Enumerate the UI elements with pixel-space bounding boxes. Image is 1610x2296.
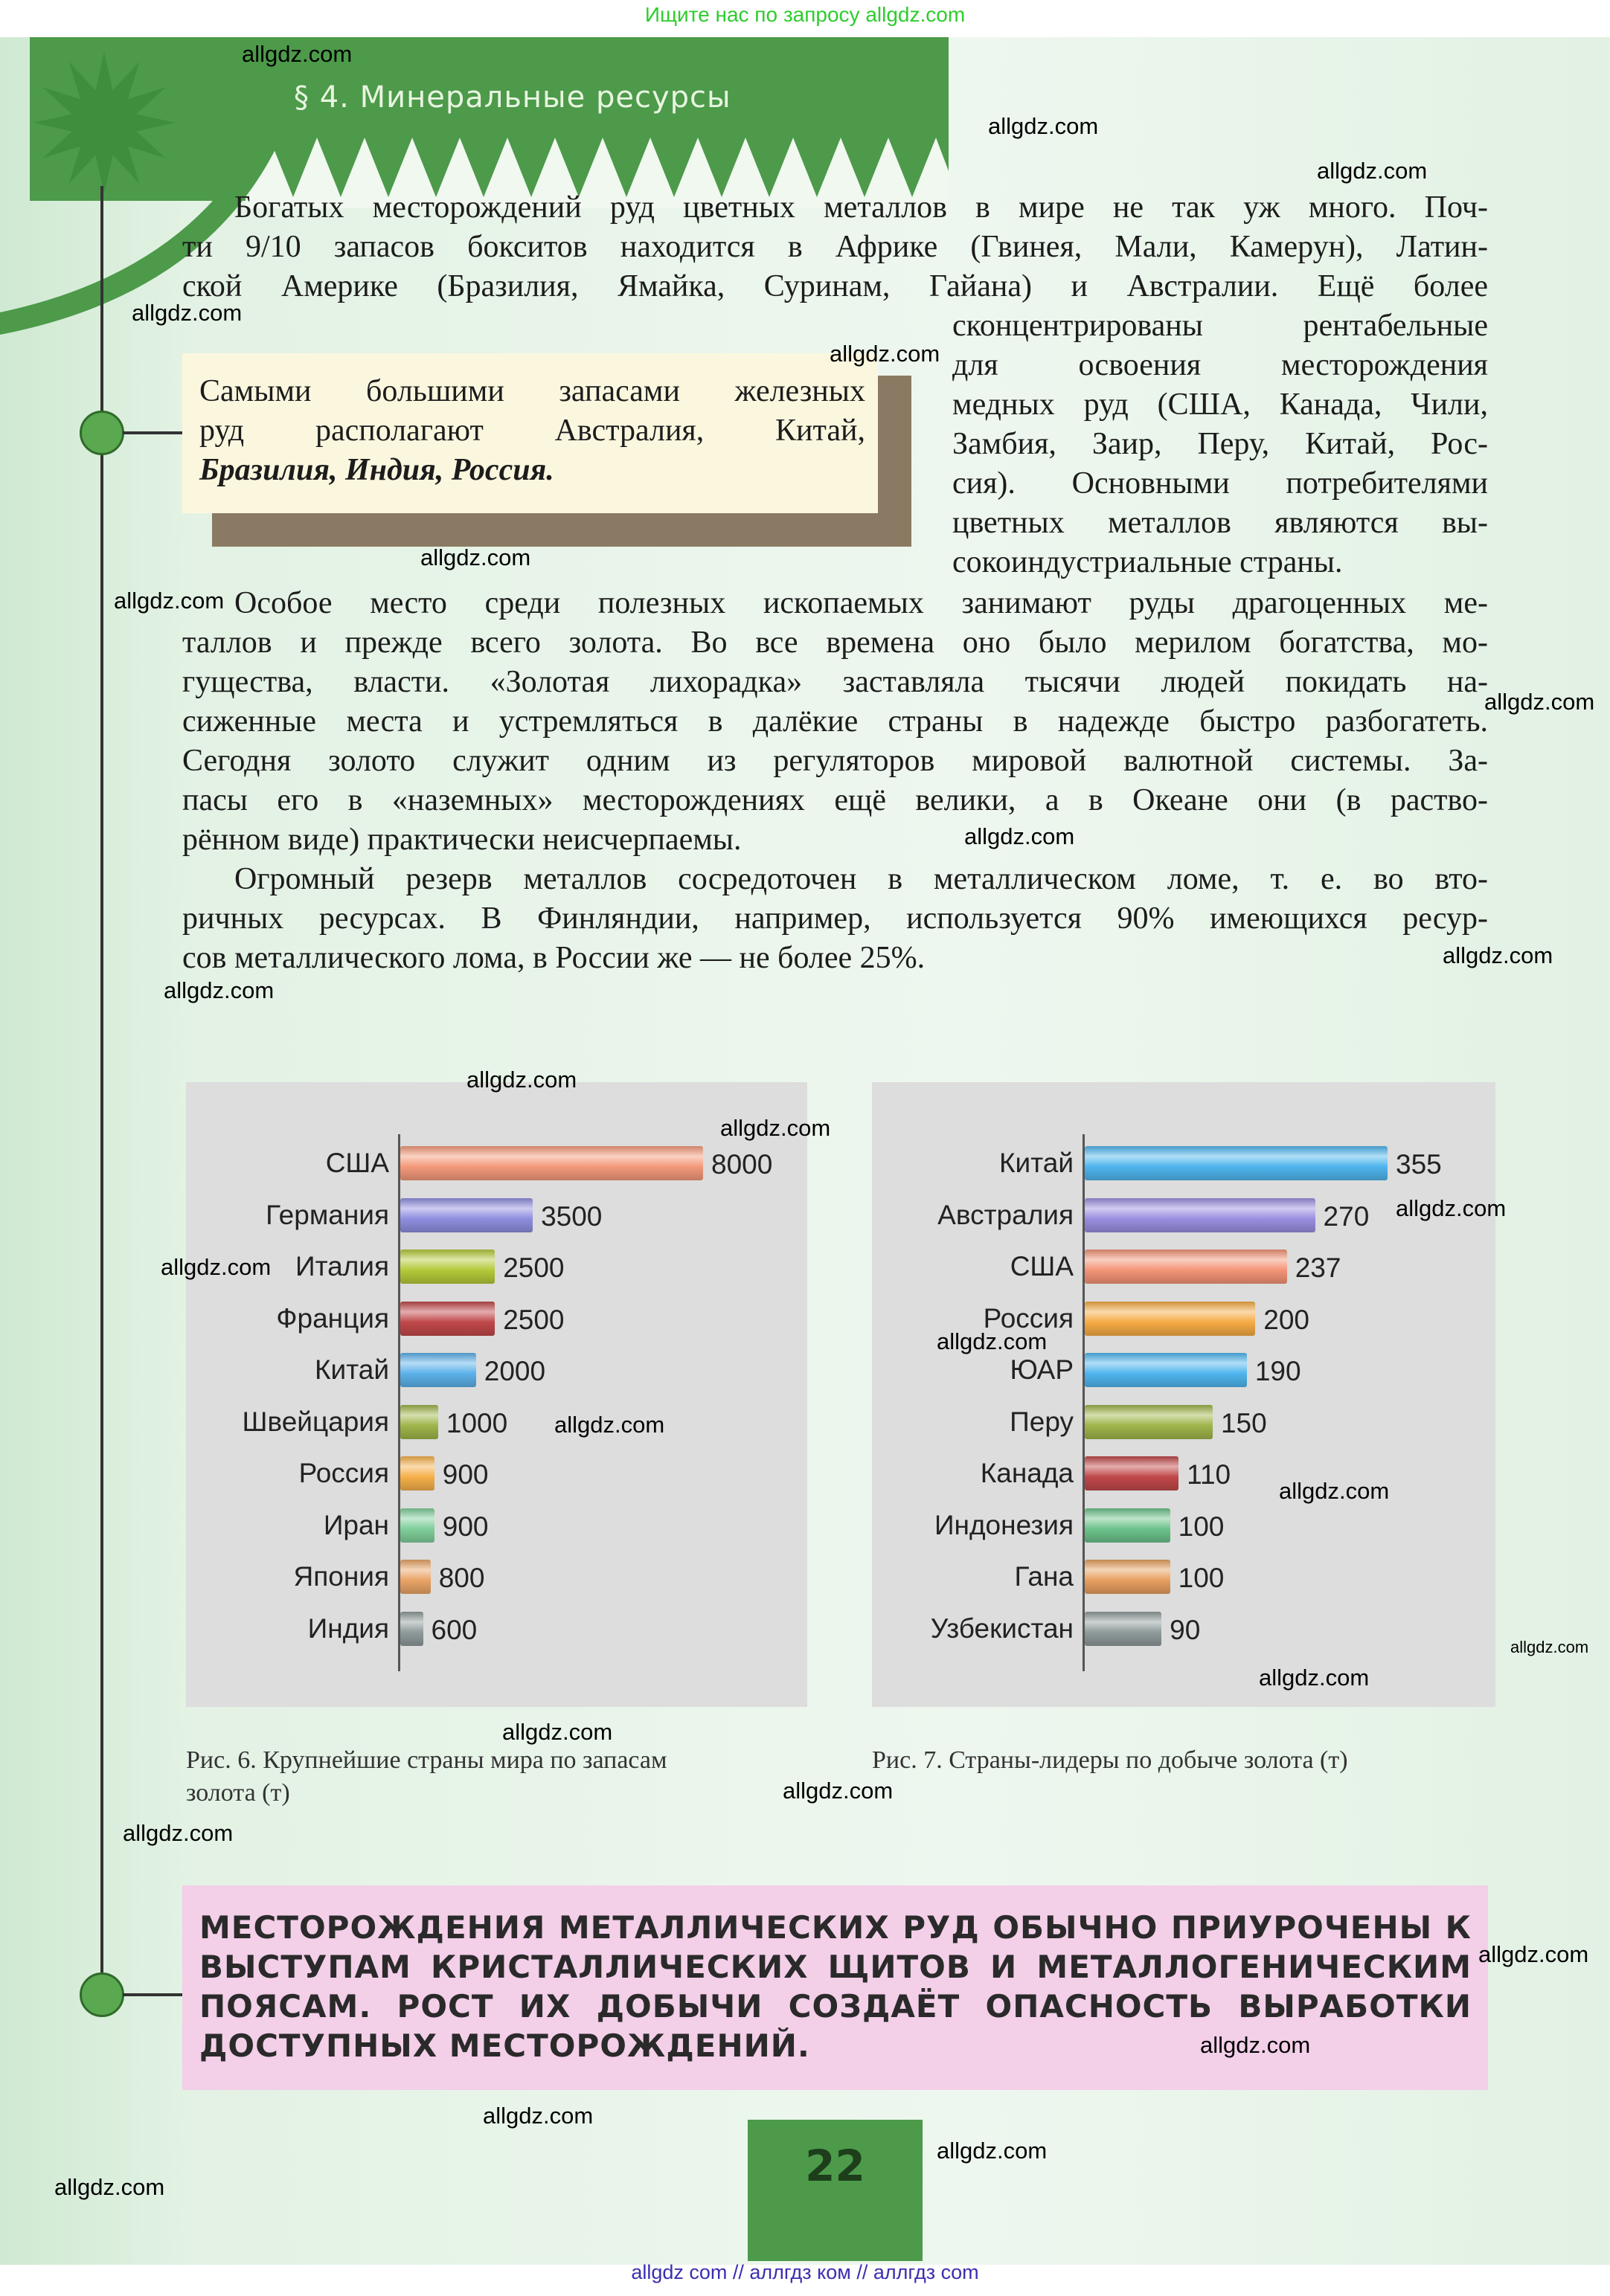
category-label: Узбекистан bbox=[930, 1612, 1074, 1644]
conclusion-line: ДОСТУПНЫХ МЕСТОРОЖДЕНИЙ. bbox=[199, 2028, 810, 2064]
text-line: Особое место среди полезных ископаемых занимают руды драгоценных ме- bbox=[234, 586, 1488, 620]
text-line: ричных ресурсах. В Финляндии, например, используется 90% имеющихся ресур- bbox=[182, 901, 1488, 936]
category-label: ЮАР bbox=[1010, 1354, 1074, 1385]
top-banner: Ищите нас по запросу allgdz.com bbox=[644, 3, 966, 26]
page-number-box bbox=[748, 2120, 923, 2261]
bar bbox=[1085, 1508, 1170, 1543]
bar bbox=[1085, 1612, 1161, 1646]
category-label: Япония bbox=[293, 1561, 389, 1592]
caption-line: золота (т) bbox=[186, 1779, 290, 1807]
star-icon bbox=[30, 48, 179, 197]
text-line: медных руд (США, Канада, Чили, bbox=[952, 388, 1488, 422]
watermark: allgdz.com bbox=[483, 2103, 594, 2129]
value-label: 3500 bbox=[541, 1200, 603, 1232]
connector-line bbox=[123, 1993, 182, 1996]
bar bbox=[1085, 1146, 1388, 1180]
paragraph-2 bbox=[182, 584, 1488, 978]
watermark: allgdz.com bbox=[964, 823, 1075, 849]
text-line: пасы его в «наземных» месторождениях ещё велики, а в Океане они (в раство- bbox=[182, 783, 1488, 817]
value-label: 100 bbox=[1178, 1511, 1225, 1542]
watermark: allgdz.com bbox=[783, 1778, 894, 1804]
page-number: 22 bbox=[805, 2141, 865, 2191]
watermark: allgdz.com bbox=[1484, 689, 1595, 715]
text-line: сия). Основными потребителями bbox=[952, 466, 1488, 501]
bar bbox=[1085, 1456, 1178, 1491]
category-label: США bbox=[1010, 1251, 1074, 1282]
text-line: Огромный резерв металлов сосредоточен в металлическом ломе, т. е. во вто- bbox=[234, 862, 1488, 896]
watermark: allgdz.com bbox=[937, 1328, 1048, 1354]
value-label: 1000 bbox=[446, 1407, 508, 1438]
connector-line bbox=[123, 431, 182, 434]
category-label: США bbox=[325, 1148, 389, 1178]
conclusion-line: МЕСТОРОЖДЕНИЯ МЕТАЛЛИЧЕСКИХ РУД ОБЫЧНО ПРИУРОЧЕНЫ К bbox=[199, 1909, 1472, 1946]
watermark: allgdz.com bbox=[988, 113, 1099, 139]
conclusion-line: ПОЯСАМ. РОСТ ИХ ДОБЫЧИ СОЗДАЁТ ОПАСНОСТЬ ВЫРАБОТКИ bbox=[199, 1988, 1472, 2025]
category-label: Канада bbox=[980, 1458, 1074, 1488]
category-label: Франция bbox=[276, 1302, 389, 1334]
value-label: 190 bbox=[1254, 1356, 1301, 1386]
timeline-dot bbox=[80, 1972, 124, 2017]
watermark: allgdz.com bbox=[1478, 1941, 1589, 1967]
value-label: 100 bbox=[1178, 1563, 1225, 1593]
watermark: allgdz.com bbox=[114, 588, 225, 614]
value-label: 355 bbox=[1396, 1149, 1442, 1180]
text-line: Сегодня золото служит одним из регуляторов мировой валютной системы. За- bbox=[182, 744, 1488, 778]
bar bbox=[1085, 1302, 1255, 1336]
value-label: 900 bbox=[442, 1511, 489, 1542]
category-label: Швейцария bbox=[242, 1406, 389, 1437]
bar bbox=[400, 1353, 476, 1387]
value-label: 2500 bbox=[503, 1252, 565, 1283]
bar bbox=[400, 1302, 495, 1336]
text-line: Богатых месторождений руд цветных металлов в мире не так уж много. Поч- bbox=[234, 190, 1488, 225]
text-line: рённом виде) практически неисчерпаемы. bbox=[182, 823, 742, 857]
timeline-dot bbox=[80, 411, 124, 455]
value-label: 237 bbox=[1295, 1252, 1341, 1283]
text-line: сов металлического лома, в России же — не более 25%. bbox=[182, 941, 926, 975]
figure-7-caption: Рис. 7. Страны-лидеры по добыче золота (т) bbox=[872, 1746, 1348, 1774]
category-label: Россия bbox=[298, 1458, 389, 1488]
watermark: allgdz.com bbox=[420, 544, 531, 570]
text-line: сокоиндустриальные страны. bbox=[952, 545, 1343, 579]
category-label: Китай bbox=[999, 1148, 1074, 1178]
watermark: allgdz.com bbox=[554, 1412, 665, 1438]
watermark: allgdz.com bbox=[1200, 2032, 1311, 2058]
value-label: 270 bbox=[1323, 1200, 1370, 1232]
category-label: Индонезия bbox=[934, 1509, 1074, 1540]
watermark: allgdz.com bbox=[1510, 1638, 1589, 1656]
value-label: 150 bbox=[1220, 1407, 1267, 1438]
bar bbox=[400, 1146, 703, 1180]
watermark: allgdz.com bbox=[937, 2138, 1048, 2164]
category-label: Германия bbox=[266, 1199, 389, 1230]
bar bbox=[400, 1250, 495, 1284]
bar bbox=[400, 1612, 423, 1646]
bar bbox=[1085, 1198, 1315, 1232]
paragraph-1 bbox=[182, 188, 1488, 306]
text-line: Замбия, Заир, Перу, Китай, Рос- bbox=[952, 427, 1488, 461]
bar bbox=[400, 1198, 533, 1232]
watermark: allgdz.com bbox=[830, 341, 940, 367]
chart-gold-reserves bbox=[186, 1082, 807, 1707]
category-label: Австралия bbox=[937, 1199, 1074, 1230]
category-label: Перу bbox=[1010, 1406, 1074, 1437]
value-label: 900 bbox=[442, 1459, 489, 1490]
category-label: Иран bbox=[323, 1509, 389, 1540]
watermark: allgdz.com bbox=[123, 1820, 234, 1846]
text-line: ти 9/10 запасов бокситов находится в Африке (Гвинея, Мали, Камерун), Латин- bbox=[182, 230, 1488, 264]
value-label: 2500 bbox=[503, 1304, 565, 1335]
watermark: allgdz.com bbox=[242, 41, 353, 67]
watermark: allgdz.com bbox=[1279, 1478, 1390, 1504]
bar bbox=[400, 1508, 434, 1543]
value-label: 8000 bbox=[711, 1149, 773, 1180]
text-line: сконцентрированы рентабельные bbox=[952, 309, 1488, 343]
category-label: Китай bbox=[315, 1354, 389, 1385]
callout-line: Бразилия, Индия, Россия. bbox=[199, 453, 554, 487]
bottom-banner: allgdz com // аллгдз ком // аллгдз com bbox=[631, 2261, 979, 2283]
watermark: allgdz.com bbox=[1259, 1665, 1370, 1691]
value-label: 110 bbox=[1187, 1459, 1231, 1490]
bar bbox=[1085, 1405, 1213, 1439]
callout-line: руд располагают Австралия, Китай, bbox=[199, 414, 865, 448]
callout-text bbox=[199, 372, 865, 490]
bar bbox=[1085, 1560, 1170, 1594]
bar bbox=[400, 1456, 434, 1491]
value-label: 600 bbox=[431, 1614, 478, 1645]
watermark: allgdz.com bbox=[161, 1254, 272, 1280]
category-label: Россия bbox=[983, 1302, 1074, 1334]
watermark: allgdz.com bbox=[164, 977, 275, 1003]
text-line: цветных металлов являются вы- bbox=[952, 506, 1488, 540]
text-line: сиженные места и устремляться в далёкие страны в надежде быстро разбогатеть. bbox=[182, 704, 1488, 739]
watermark: allgdz.com bbox=[132, 300, 243, 326]
text-line: гущества, власти. «Золотая лихорадка» заставляла тысячи людей покидать на- bbox=[182, 665, 1488, 699]
value-label: 200 bbox=[1263, 1304, 1310, 1335]
watermark: allgdz.com bbox=[1396, 1195, 1507, 1221]
watermark: allgdz.com bbox=[54, 2174, 165, 2200]
chart-gold-production bbox=[872, 1082, 1495, 1707]
text-line: для освоения месторождения bbox=[952, 348, 1488, 382]
bar bbox=[1085, 1250, 1287, 1284]
timeline-line bbox=[100, 186, 103, 2001]
text-line: таллов и прежде всего золота. Во все времена оно было мерилом богатства, мо- bbox=[182, 626, 1488, 660]
paragraph-1-wrap bbox=[952, 306, 1488, 582]
watermark: allgdz.com bbox=[720, 1115, 831, 1141]
callout-line: Самыми большими запасами железных bbox=[199, 374, 865, 408]
watermark: allgdz.com bbox=[466, 1067, 577, 1093]
conclusion-line: ВЫСТУПАМ КРИСТАЛЛИЧЕСКИХ ЩИТОВ И МЕТАЛЛОГЕНИЧЕСКИМ bbox=[199, 1949, 1472, 1985]
bar bbox=[400, 1405, 438, 1439]
category-label: Гана bbox=[1014, 1561, 1074, 1592]
value-label: 2000 bbox=[484, 1356, 546, 1386]
watermark: allgdz.com bbox=[1317, 158, 1428, 184]
watermark: allgdz.com bbox=[502, 1719, 613, 1745]
section-title: § 4. Минеральные ресурсы bbox=[294, 80, 731, 115]
value-label: 800 bbox=[438, 1563, 485, 1593]
text-line: ской Америке (Бразилия, Ямайка, Суринам, Гайана) и Австралии. Ещё более bbox=[182, 269, 1488, 303]
category-label: Индия bbox=[307, 1612, 389, 1644]
bar bbox=[400, 1560, 431, 1594]
bar bbox=[1085, 1353, 1247, 1387]
value-label: 90 bbox=[1170, 1614, 1201, 1645]
watermark: allgdz.com bbox=[1443, 942, 1553, 968]
caption-line: Рис. 6. Крупнейшие страны мира по запасам bbox=[186, 1746, 667, 1774]
category-label: Италия bbox=[295, 1251, 389, 1282]
figure-6-caption bbox=[186, 1744, 811, 1810]
